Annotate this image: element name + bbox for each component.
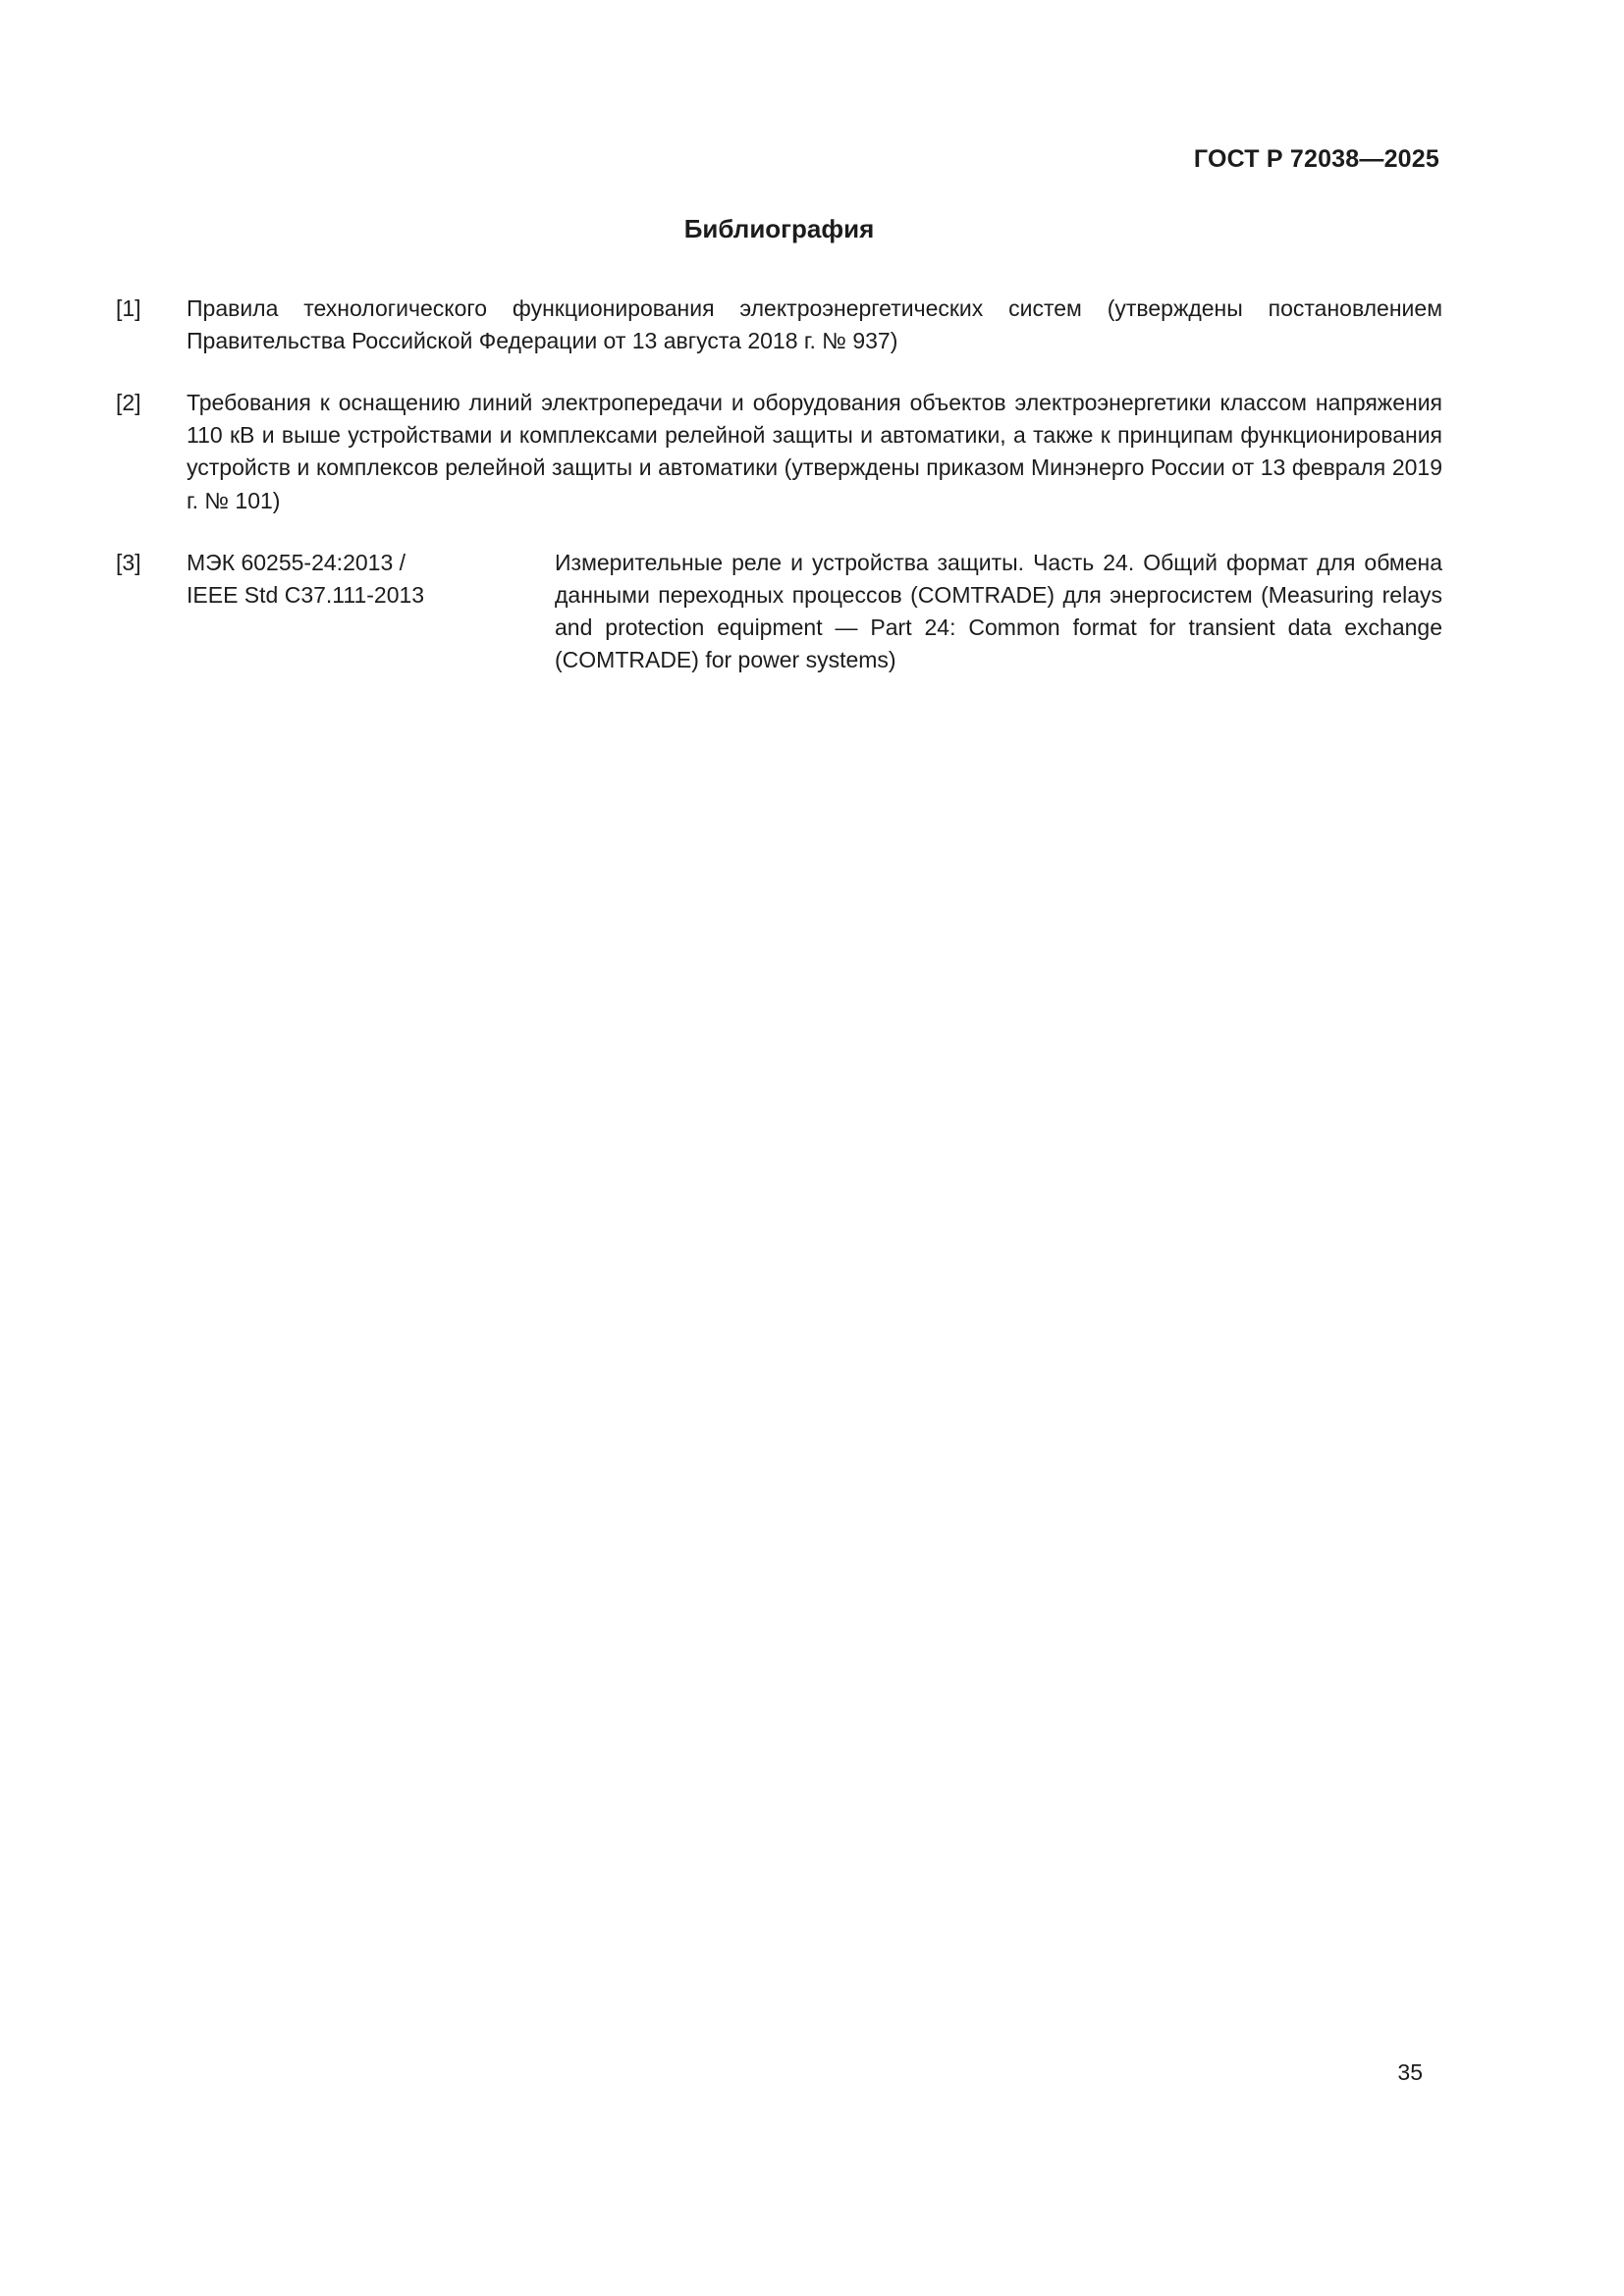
entry-standard-designation <box>187 547 555 612</box>
page-title: Библиография <box>683 214 875 243</box>
entry-standard-line: IEEE Std C37.111-2013 <box>187 581 425 608</box>
bibliography-entry <box>116 547 1442 676</box>
page-number: 35 <box>1397 2059 1423 2085</box>
entry-text: Правила технологического функционирования электроэнергетических систем (утверждены постановлением Правительства Российской Федерации от 13 августа 2018 г. № 937) <box>187 295 1442 354</box>
document-code: ГОСТ Р 72038—2025 <box>1193 145 1439 173</box>
entry-ref-label: [1] <box>116 295 141 321</box>
bibliography-entry <box>116 387 1442 516</box>
entry-text: Требования к оснащению линий электропередачи и оборудования объектов электроэнергетики классом напряжения 110 кВ и выше устройствами и комплексами релейной защиты и автоматики, а также к принципам функционирования устройств и комплексов релейной защиты и автоматики (утверждены приказом Минэнерго России от 13 февраля 2019 г. № 101) <box>187 390 1442 513</box>
bibliography-entry <box>116 293 1442 357</box>
bibliography-section <box>116 293 1442 706</box>
entry-standard-line: МЭК 60255-24:2013 / <box>187 549 406 575</box>
entry-ref-label: [3] <box>116 549 141 575</box>
entry-text: Измерительные реле и устройства защиты. Часть 24. Общий формат для обмена данными переходных процессов (COMTRADE) для энергосистем (Measuring relays and protection equipment — Part 24: Common format for transient data exchange (COMTRADE) for power systems) <box>555 549 1442 672</box>
entry-ref-label: [2] <box>116 390 141 416</box>
